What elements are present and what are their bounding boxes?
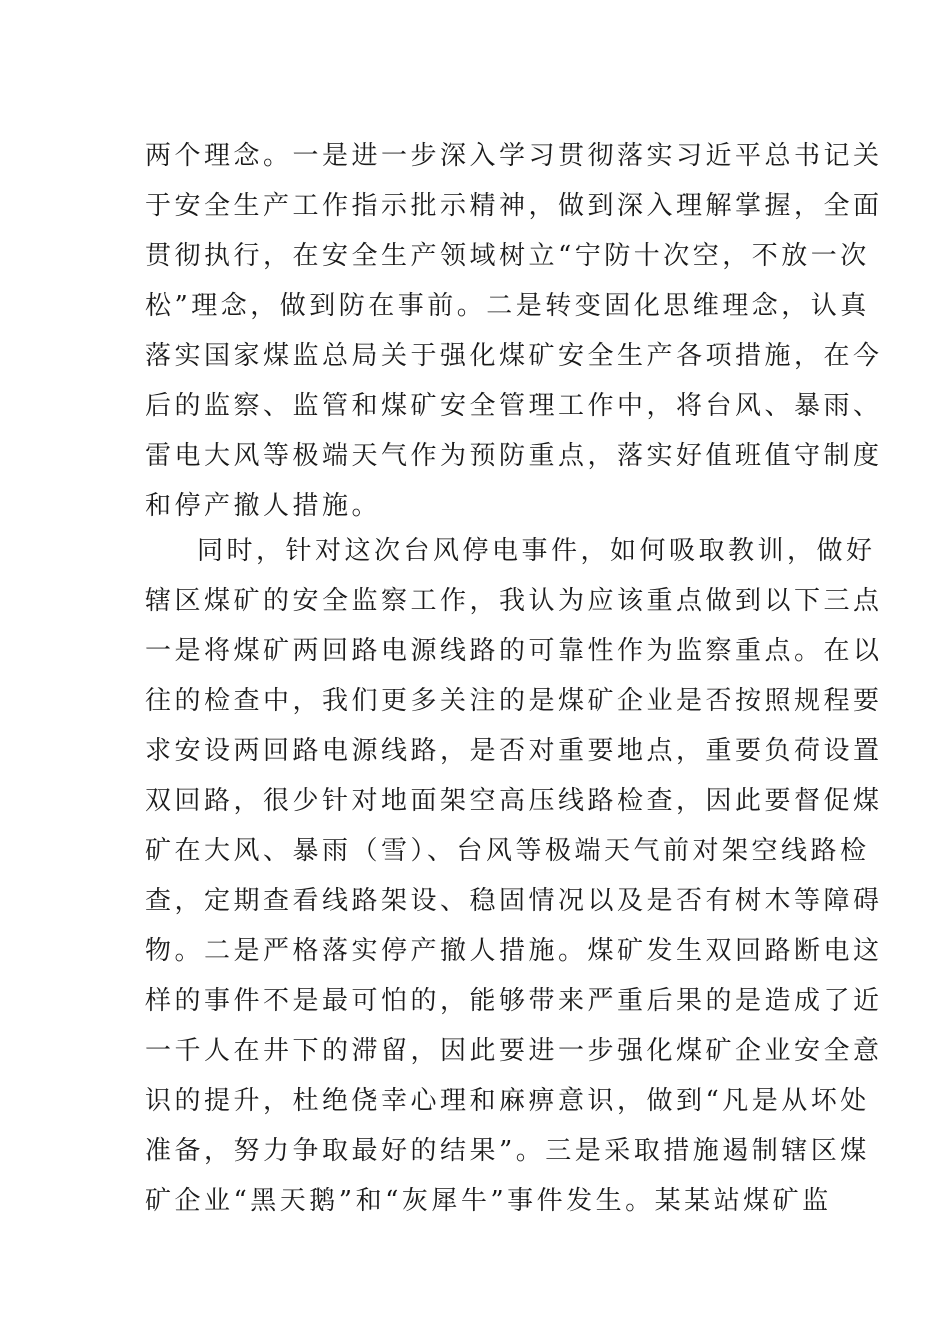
paragraph-1: [145, 131, 883, 531]
text-line: 雷电大风等极端天气作为预防重点，落实好值班值守制度: [145, 441, 883, 471]
text-line: 查，定期查看线路架设、稳固情况以及是否有树木等障碍: [145, 886, 883, 916]
text-line: 两个理念。一是进一步深入学习贯彻落实习近平总书记关: [145, 141, 883, 171]
text-line: 求安设两回路电源线路，是否对重要地点，重要负荷设置: [145, 736, 883, 766]
paragraph-2: [145, 526, 883, 1226]
text-line: 往的检查中，我们更多关注的是煤矿企业是否按照规程要: [145, 686, 883, 716]
text-line: 准备，努力争取最好的结果”。三是采取措施遏制辖区煤: [145, 1136, 870, 1166]
text-line: 和停产撤人措施。: [145, 491, 382, 521]
text-line: 落实国家煤监总局关于强化煤矿安全生产各项措施，在今: [145, 341, 883, 371]
text-line: 松”理念，做到防在事前。二是转变固化思维理念，认真: [145, 291, 870, 321]
text-line: 贯彻执行，在安全生产领域树立“宁防十次空，不放一次: [145, 241, 870, 271]
text-line: 物。二是严格落实停产撤人措施。煤矿发生双回路断电这: [145, 936, 883, 966]
text-line: 后的监察、监管和煤矿安全管理工作中，将台风、暴雨、: [145, 391, 883, 421]
text-line-indented: 同时，针对这次台风停电事件，如何吸取教训，做好: [197, 536, 876, 566]
text-line: 矿企业“黑天鹅”和“灰犀牛”事件发生。某某站煤矿监: [145, 1186, 832, 1216]
text-line: 矿在大风、暴雨（雪）、台风等极端天气前对架空线路检: [145, 836, 870, 866]
text-line: 一是将煤矿两回路电源线路的可靠性作为监察重点。在以: [145, 636, 883, 666]
text-line: 样的事件不是最可怕的，能够带来严重后果的是造成了近: [145, 986, 883, 1016]
text-line: 一千人在井下的滞留，因此要进一步强化煤矿企业安全意: [145, 1036, 883, 1066]
text-line: 双回路，很少针对地面架空高压线路检查，因此要督促煤: [145, 786, 883, 816]
text-line: 于安全生产工作指示批示精神，做到深入理解掌握，全面: [145, 191, 883, 221]
text-line: 识的提升，杜绝侥幸心理和麻痹意识，做到“凡是从坏处: [145, 1086, 870, 1116]
text-line: 辖区煤矿的安全监察工作，我认为应该重点做到以下三点: [145, 586, 883, 616]
